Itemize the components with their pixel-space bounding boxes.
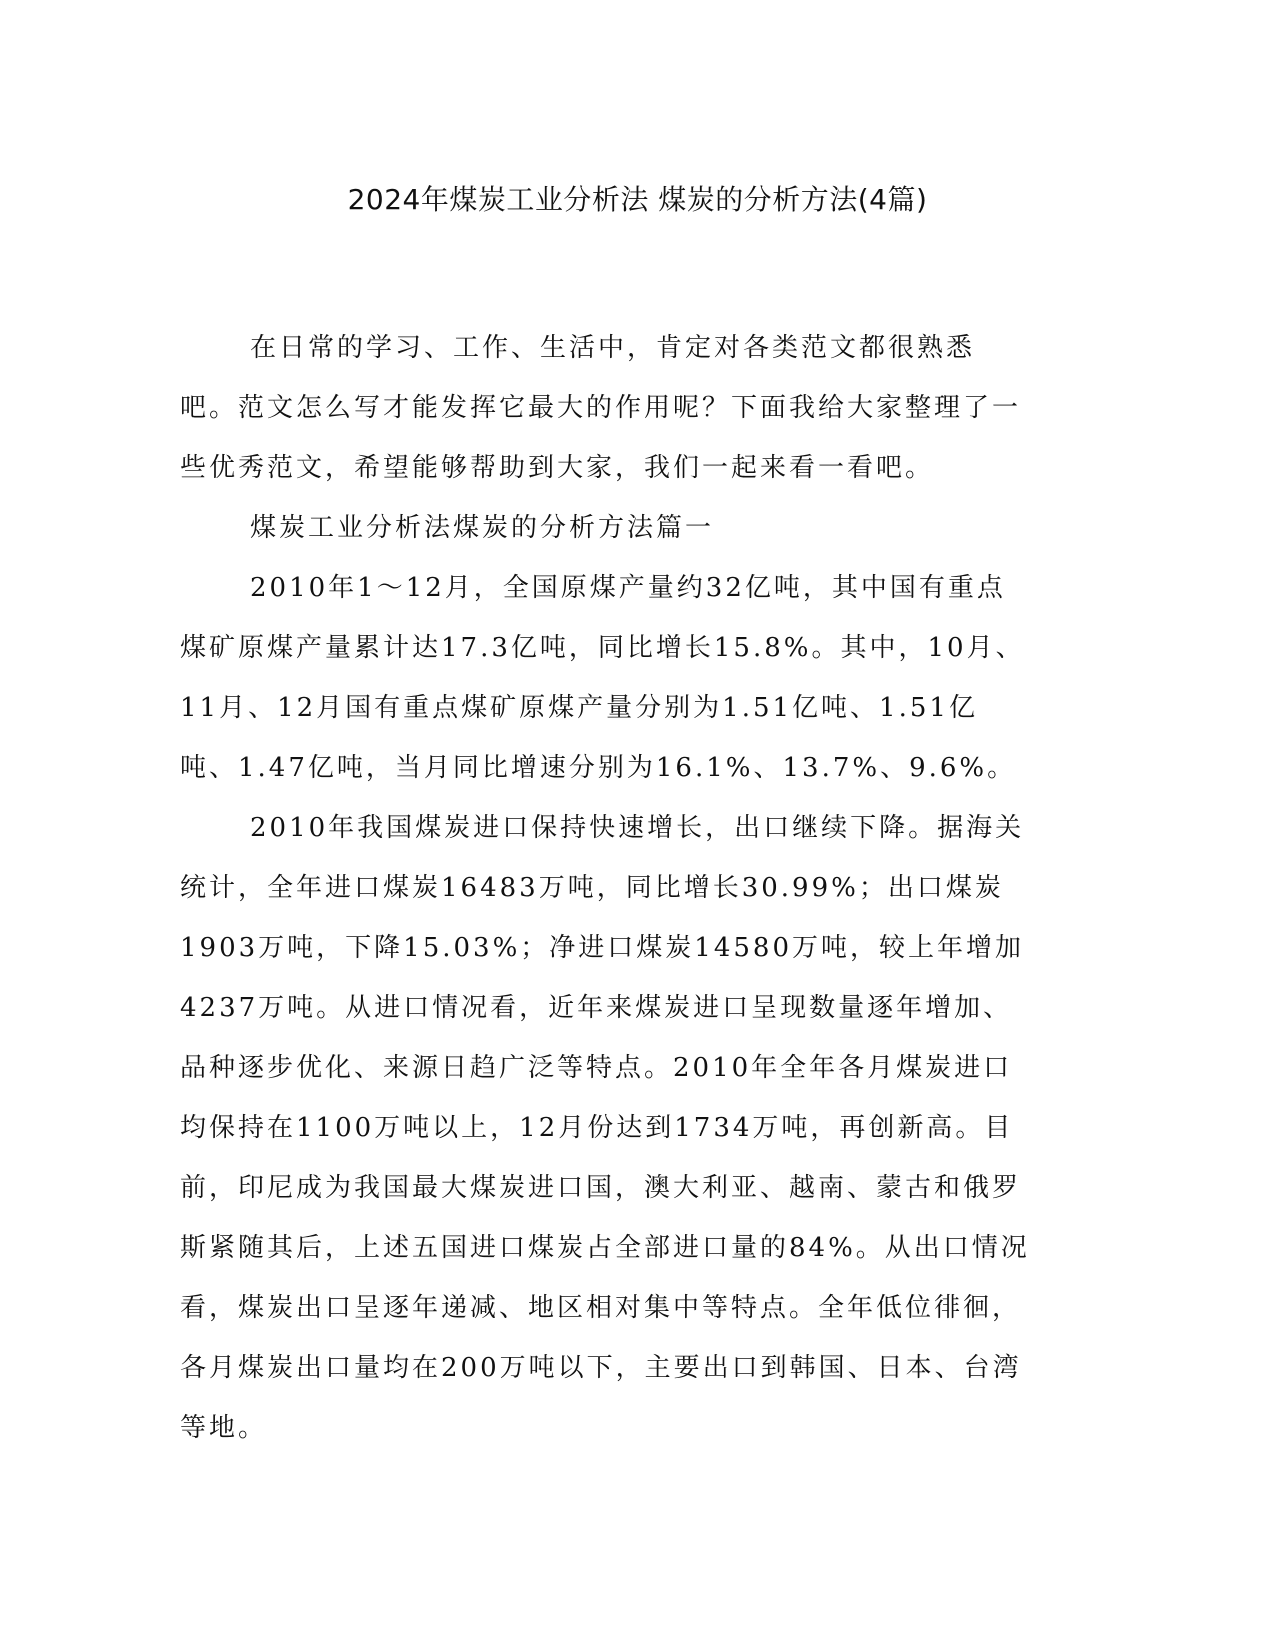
document-title: 2024年煤炭工业分析法 煤炭的分析方法(4篇)	[347, 183, 928, 216]
section-heading: 煤炭工业分析法煤炭的分析方法篇一	[250, 513, 715, 543]
production-paragraph: 2010年1～12月，全国原煤产量约32亿吨，其中国有重点煤矿原煤产量累计达17.3亿吨，同比增长15.8%。其中，10月、11月、12月国有重点煤矿原煤产量分别为1.51亿吨、1.51亿吨、1.47亿吨，当月同比增速分别为16.1%、13.7%、9.6%。	[180, 573, 1025, 783]
document-body	[180, 318, 1030, 1458]
intro-paragraph: 在日常的学习、工作、生活中，肯定对各类范文都很熟悉吧。范文怎么写才能发挥它最大的作用呢？下面我给大家整理了一些优秀范文，希望能够帮助到大家，我们一起来看一看吧。	[180, 333, 1022, 483]
import-export-paragraph: 2010年我国煤炭进口保持快速增长，出口继续下降。据海关统计，全年进口煤炭16483万吨，同比增长30.99%；出口煤炭1903万吨，下降15.03%；净进口煤炭14580万吨，较上年增加4237万吨。从进口情况看，近年来煤炭进口呈现数量逐年增加、品种逐步优化、来源日趋广泛等特点。2010年全年各月煤炭进口均保持在1100万吨以上，12月份达到1734万吨，再创新高。目前，印尼成为我国最大煤炭进口国，澳大利亚、越南、蒙古和俄罗斯紧随其后，上述五国进口煤炭占全部进口量的84%。从出口情况看，煤炭出口呈逐年递减、地区相对集中等特点。全年低位徘徊，各月煤炭出口量均在200万吨以下，主要出口到韩国、日本、台湾等地。	[180, 813, 1030, 1443]
